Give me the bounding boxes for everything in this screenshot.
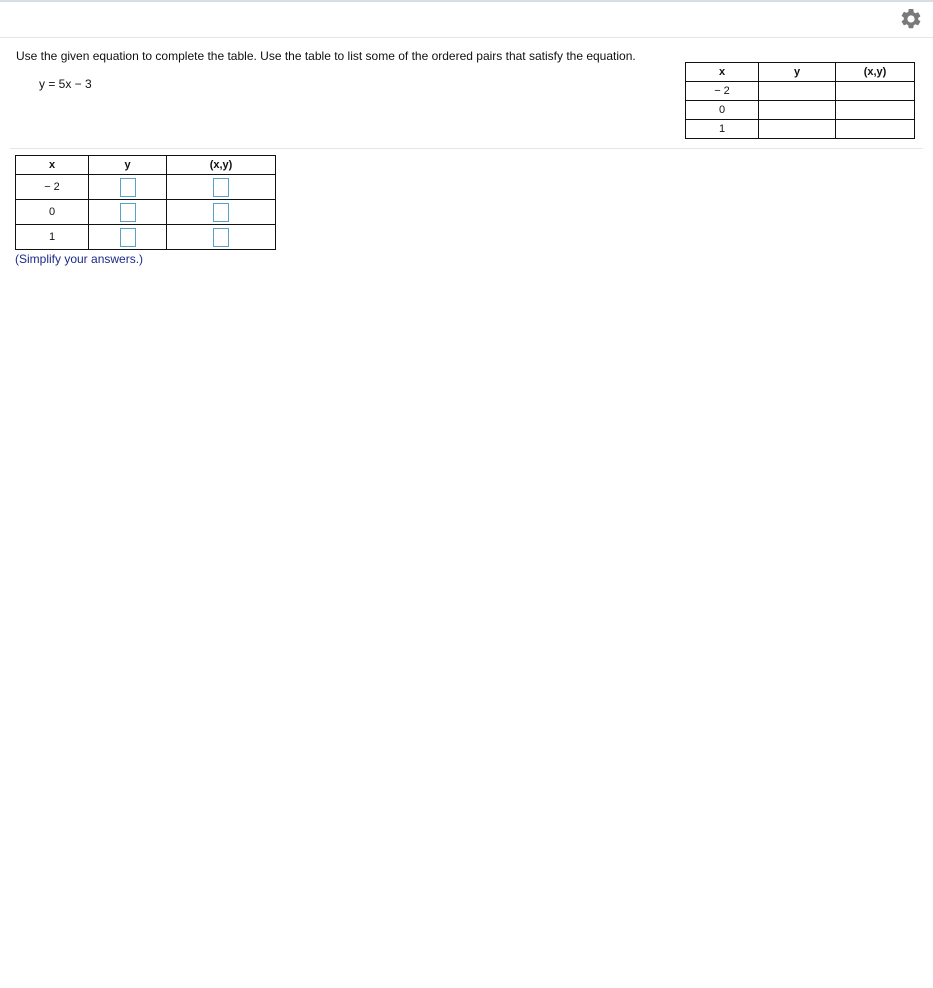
- cell-y: [89, 225, 167, 250]
- ordered-pair-input[interactable]: [213, 228, 229, 247]
- table-row: [16, 200, 276, 225]
- cell-xy: [167, 225, 276, 250]
- table-header-row: [16, 156, 276, 175]
- gear-icon[interactable]: [899, 7, 923, 31]
- column-header-y: y: [759, 63, 836, 82]
- section-divider: [10, 148, 923, 149]
- top-border: [0, 0, 933, 2]
- cell-x: 1: [16, 225, 89, 250]
- column-header-x: x: [16, 156, 89, 175]
- table-row: [686, 120, 915, 139]
- question-prompt: Use the given equation to complete the table. Use the table to list some of the ordered pairs that satisfy the equation.: [16, 49, 636, 63]
- column-header-y: y: [89, 156, 167, 175]
- equation: y = 5x − 3: [39, 77, 92, 91]
- ordered-pair-input[interactable]: [213, 203, 229, 222]
- table-row: [686, 101, 915, 120]
- y-answer-input[interactable]: [120, 178, 136, 197]
- y-answer-input[interactable]: [120, 228, 136, 247]
- cell-y: [759, 101, 836, 120]
- cell-x: 1: [686, 120, 759, 139]
- cell-x: 0: [686, 101, 759, 120]
- y-answer-input[interactable]: [120, 203, 136, 222]
- column-header-xy: (x,y): [836, 63, 915, 82]
- cell-x: − 2: [16, 175, 89, 200]
- cell-xy: [836, 101, 915, 120]
- toolbar-divider: [0, 37, 933, 38]
- cell-y: [89, 200, 167, 225]
- cell-xy: [167, 175, 276, 200]
- table-header-row: [686, 63, 915, 82]
- table-row: [16, 175, 276, 200]
- cell-xy: [836, 120, 915, 139]
- cell-xy: [167, 200, 276, 225]
- cell-xy: [836, 82, 915, 101]
- cell-y: [89, 175, 167, 200]
- cell-y: [759, 82, 836, 101]
- answer-table: [15, 155, 276, 250]
- reference-table: [685, 62, 915, 139]
- column-header-x: x: [686, 63, 759, 82]
- simplify-hint: (Simplify your answers.): [15, 252, 144, 266]
- table-row: [686, 82, 915, 101]
- cell-y: [759, 120, 836, 139]
- column-header-xy: (x,y): [167, 156, 276, 175]
- ordered-pair-input[interactable]: [213, 178, 229, 197]
- cell-x: − 2: [686, 82, 759, 101]
- table-row: [16, 225, 276, 250]
- cell-x: 0: [16, 200, 89, 225]
